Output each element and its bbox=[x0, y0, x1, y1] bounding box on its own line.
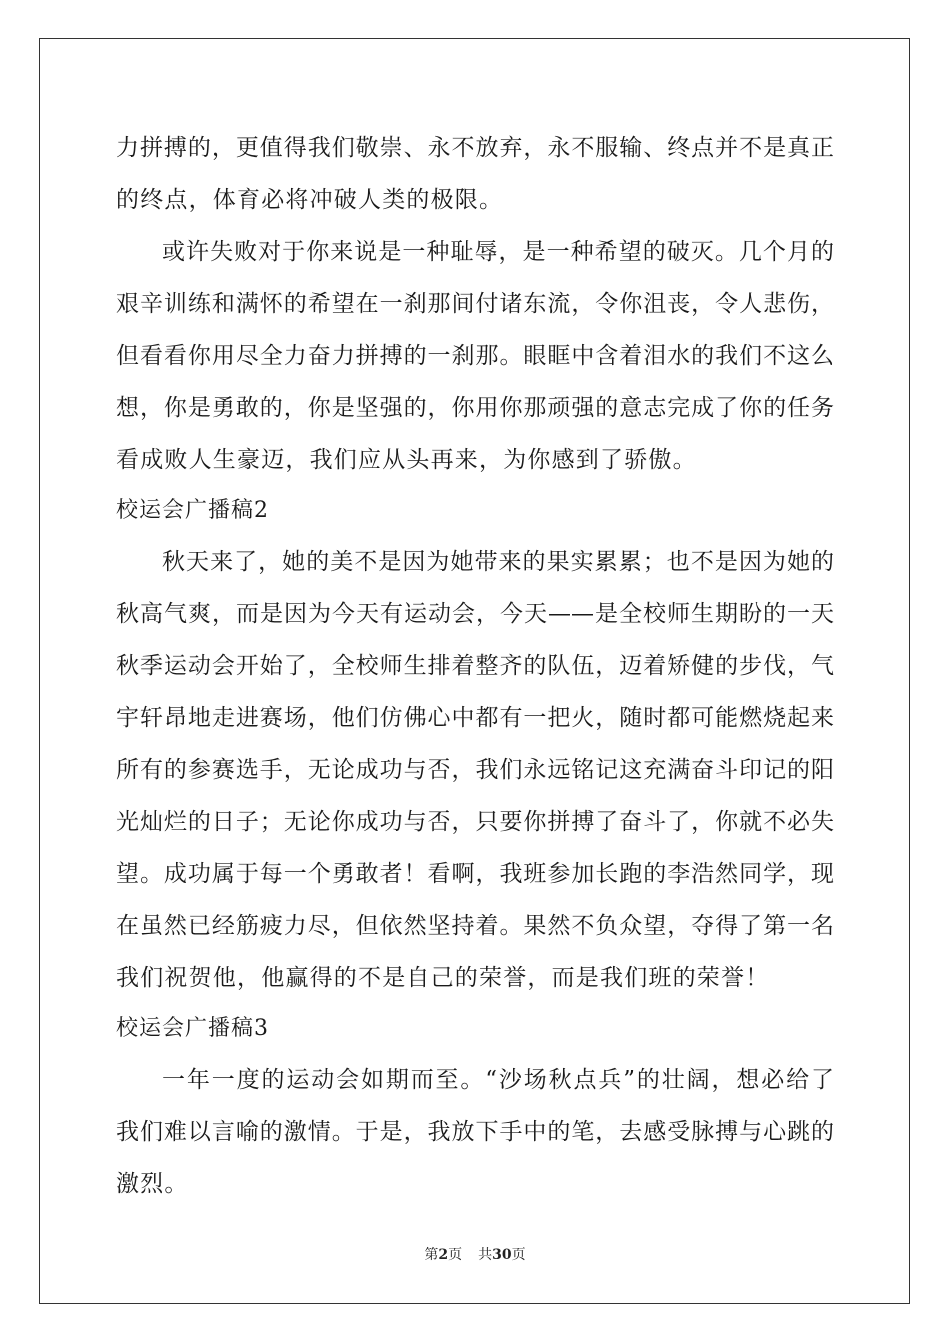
paragraph-line: 一年一度的运动会如期而至。“沙场秋点兵”的壮阔，想必给了 bbox=[162, 1067, 834, 1093]
paragraph-line: 力拼搏的，更值得我们敬崇、永不放弃，永不服输、终点并不是真正 bbox=[116, 135, 834, 161]
paragraph-line: 所有的参赛选手，无论成功与否，我们永远铭记这充满奋斗印记的阳 bbox=[116, 757, 834, 783]
paragraph-line: 激烈。 bbox=[116, 1171, 189, 1197]
paragraph-line: 秋高气爽，而是因为今天有运动会，今天——是全校师生期盼的一天 bbox=[116, 601, 834, 627]
total-prefix: 共 bbox=[478, 1247, 493, 1263]
paragraph-line: 在虽然已经筋疲力尽，但依然坚持着。果然不负众望，夺得了第一名 bbox=[116, 913, 834, 939]
total-suffix: 页 bbox=[511, 1247, 526, 1263]
page-prefix: 第 bbox=[424, 1247, 439, 1263]
page-suffix: 页 bbox=[448, 1247, 463, 1263]
document-body bbox=[116, 122, 834, 1210]
paragraph-line: 看成败人生豪迈，我们应从头再来，为你感到了骄傲。 bbox=[116, 447, 697, 473]
paragraph-line: 秋季运动会开始了，全校师生排着整齐的队伍，迈着矫健的步伐，气 bbox=[116, 653, 834, 679]
paragraph-line: 艰辛训练和满怀的希望在一刹那间付诸东流，令你沮丧，令人悲伤， bbox=[116, 291, 834, 317]
paragraph-line: 秋天来了，她的美不是因为她带来的果实累累；也不是因为她的 bbox=[162, 549, 834, 575]
paragraph-line: 或许失败对于你来说是一种耻辱，是一种希望的破灭。几个月的 bbox=[162, 239, 834, 265]
paragraph-line: 我们祝贺他，他赢得的不是自己的荣誉，而是我们班的荣誉！ bbox=[116, 965, 770, 991]
paragraph-line: 我们难以言喻的激情。于是，我放下手中的笔，去感受脉搏与心跳的 bbox=[116, 1119, 834, 1145]
paragraph-line: 望。成功属于每一个勇敢者！看啊，我班参加长跑的李浩然同学，现 bbox=[116, 861, 834, 887]
section-heading: 校运会广播稿3 bbox=[116, 1016, 269, 1041]
page-number: 2 bbox=[438, 1247, 449, 1263]
total-pages: 30 bbox=[492, 1247, 512, 1263]
page-footer bbox=[0, 1244, 950, 1264]
section-heading: 校运会广播稿2 bbox=[116, 498, 269, 523]
paragraph-line: 但看看你用尽全力奋力拼搏的一刹那。眼眶中含着泪水的我们不这么 bbox=[116, 343, 834, 369]
paragraph-line: 光灿烂的日子；无论你成功与否，只要你拼搏了奋斗了，你就不必失 bbox=[116, 809, 834, 835]
paragraph-line: 的终点，体育必将冲破人类的极限。 bbox=[116, 187, 504, 213]
paragraph-line: 宇轩昂地走进赛场，他们仿佛心中都有一把火，随时都可能燃烧起来 bbox=[116, 705, 834, 731]
paragraph-line: 想，你是勇敢的，你是坚强的，你用你那顽强的意志完成了你的任务 bbox=[116, 395, 834, 421]
